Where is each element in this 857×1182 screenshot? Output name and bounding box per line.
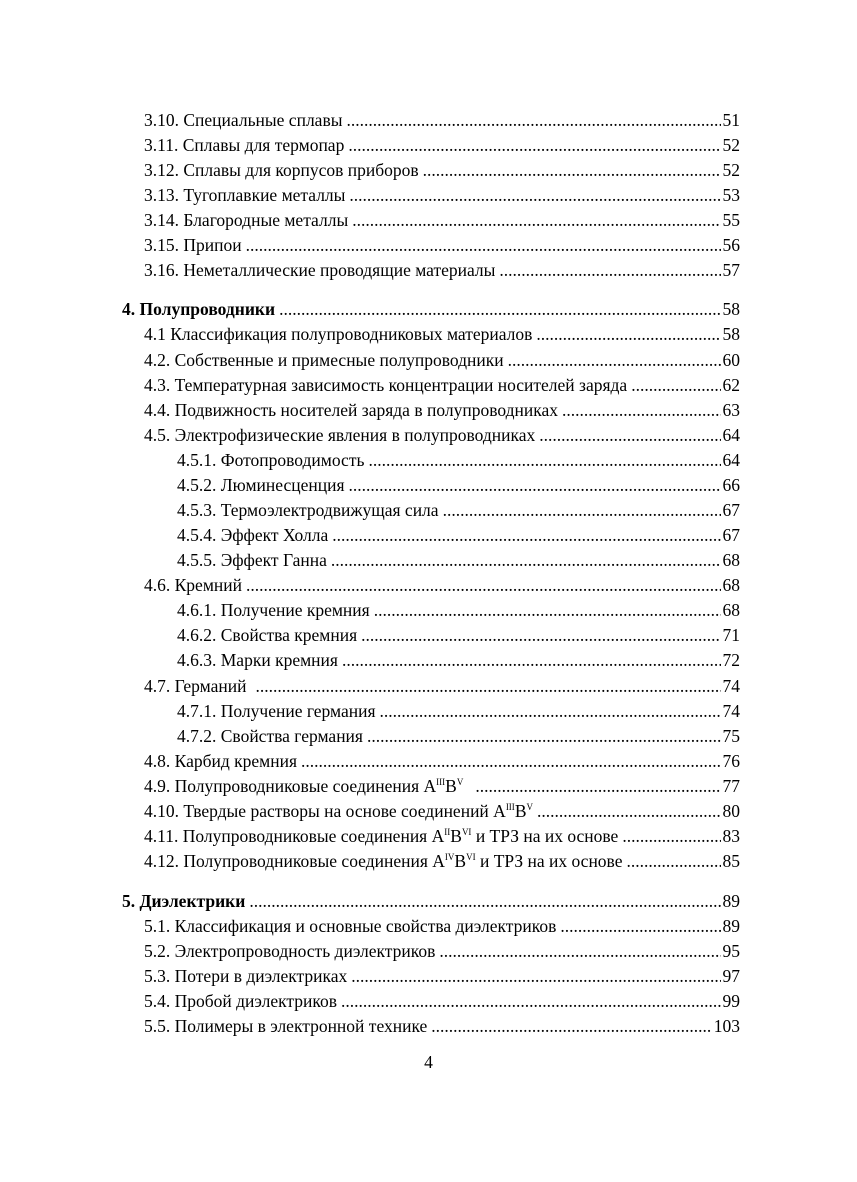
toc-entry-5-1 (144, 914, 740, 938)
toc-entry-page: 51 (722, 110, 740, 130)
toc-entry-page: 57 (722, 260, 740, 280)
toc-dot-leader (562, 398, 721, 422)
toc-entry-page: 68 (722, 575, 740, 595)
toc-dot-leader (249, 889, 720, 913)
toc-dot-leader (508, 348, 721, 372)
toc-dot-leader (255, 674, 720, 698)
toc-entry-page: 97 (722, 966, 740, 986)
toc-entry-title: 3.11. Сплавы для термопар (144, 135, 345, 155)
toc-dot-leader (246, 573, 721, 597)
toc-superscript: II (444, 827, 451, 838)
toc-entry-page: 83 (722, 826, 740, 846)
toc-entry-title: 5.5. Полимеры в электронной технике (144, 1016, 428, 1036)
toc-entry-page: 52 (722, 135, 740, 155)
toc-entry-3-15 (144, 233, 740, 257)
toc-entry-title: 4.5.2. Люминесценция (177, 475, 345, 495)
toc-dot-leader (536, 322, 720, 346)
toc-entry-title-text: 4.11. Полупроводниковые соединения A (144, 826, 445, 846)
toc-dot-leader (361, 623, 720, 647)
toc-entry-page: 66 (722, 475, 740, 495)
toc-entry-page: 52 (722, 160, 740, 180)
toc-entry-4-6 (144, 573, 740, 597)
toc-entry-title-text: B (445, 776, 457, 796)
toc-entry-page: 85 (722, 851, 740, 871)
toc-entry-5-3 (144, 964, 740, 988)
toc-dot-leader (346, 108, 720, 132)
toc-dot-leader (341, 989, 721, 1013)
toc-entry-title-text: 4.9. Полупроводниковые соединения A (144, 776, 437, 796)
toc-entry-page: 68 (722, 600, 740, 620)
toc-entry-4-5-1 (177, 448, 740, 472)
toc-entry-4-6-1 (177, 598, 740, 622)
toc-entry-title-text: 4.12. Полупроводниковые соединения A (144, 851, 445, 871)
toc-entry-page: 67 (722, 500, 740, 520)
toc-entry-title: 4.7. Германий (144, 676, 247, 696)
toc-dot-leader (499, 258, 720, 282)
toc-entry-title (144, 849, 622, 873)
toc-entry-title: 5.4. Пробой диэлектриков (144, 991, 337, 1011)
toc-entry-page: 60 (722, 350, 740, 370)
toc-superscript: VI (466, 852, 476, 863)
toc-entry-title: 4.5. Электрофизические явления в полупроводниках (144, 425, 536, 445)
toc-entry-page: 74 (722, 676, 740, 696)
toc-entry-page: 56 (722, 235, 740, 255)
toc-entry-title: 5.3. Потери в диэлектриках (144, 966, 348, 986)
toc-entry-title: 4.6.2. Свойства кремния (177, 625, 358, 645)
toc-entry-5-4 (144, 989, 740, 1013)
toc-dot-leader (431, 1014, 711, 1038)
toc-entry-4-5-4 (177, 523, 740, 547)
toc-entry-4-11 (144, 824, 740, 848)
toc-entry-page: 53 (722, 185, 740, 205)
toc-entry-4-7-1 (177, 699, 740, 723)
toc-entry-4-8 (144, 749, 740, 773)
toc-entry-title-text: B (454, 851, 467, 871)
toc-dot-leader (348, 133, 720, 157)
toc-dot-leader (332, 523, 720, 547)
toc-superscript: IV (444, 852, 455, 863)
toc-dot-leader (374, 598, 721, 622)
toc-dot-leader (539, 423, 720, 447)
toc-entry-4-5-2 (177, 473, 740, 497)
toc-entry-title: 4.4. Подвижность носителей заряда в полупроводниках (144, 400, 558, 420)
toc-entry-page: 89 (722, 916, 740, 936)
toc-entry-4-12 (144, 849, 740, 873)
toc-entry-page: 75 (722, 726, 740, 746)
toc-dot-leader (351, 964, 720, 988)
toc-entry-page: 80 (722, 801, 740, 821)
toc-entry-title: 3.15. Припои (144, 235, 242, 255)
toc-entry-title: 4.6.3. Марки кремния (177, 650, 338, 670)
toc-entry-title: 4.7.1. Получение германия (177, 701, 376, 721)
toc-entry-title-text: B (514, 801, 527, 821)
toc-superscript: VI (461, 827, 472, 838)
toc-entry-title-text: и ТРЗ на их основе (475, 851, 623, 871)
toc-superscript: V (456, 777, 464, 788)
toc-entry-page: 58 (722, 299, 740, 319)
toc-entry-title: 3.16. Неметаллические проводящие материалы (144, 260, 496, 280)
toc-entry-title: 4.2. Собственные и примесные полупроводники (144, 350, 504, 370)
toc-dot-leader (349, 183, 720, 207)
toc-dot-leader (342, 648, 721, 672)
toc-entry-3-16 (144, 258, 740, 282)
toc-entry-3-13 (144, 183, 740, 207)
toc-dot-leader (301, 749, 720, 773)
toc-entry-title-text: B (450, 826, 462, 846)
toc-entry-4-10 (144, 799, 740, 823)
toc-entry-4-3 (144, 373, 740, 397)
toc-entry-title: 3.14. Благородные металлы (144, 210, 349, 230)
toc-entry-page: 64 (722, 450, 740, 470)
toc-entry-5-5 (144, 1014, 740, 1038)
toc-entry-title: 5.2. Электропроводность диэлектриков (144, 941, 436, 961)
toc-entry-4-6-3 (177, 648, 740, 672)
toc-dot-leader (352, 208, 720, 232)
toc-entry-title: 3.13. Тугоплавкие металлы (144, 185, 346, 205)
toc-entry-page: 74 (722, 701, 740, 721)
toc-dot-leader (423, 158, 721, 182)
toc-entry-page: 77 (722, 776, 740, 796)
toc-dot-leader (331, 548, 721, 572)
toc-entry-3-11 (144, 133, 740, 157)
toc-entry-page: 64 (722, 425, 740, 445)
toc-dot-leader (475, 774, 720, 798)
toc-entry-title-text: и ТРЗ на их основе (471, 826, 619, 846)
toc-entry-page: 55 (722, 210, 740, 230)
toc-superscript: III (436, 777, 446, 788)
toc-entry-title: 4.5.4. Эффект Холла (177, 525, 329, 545)
toc-entry-title: 3.12. Сплавы для корпусов приборов (144, 160, 419, 180)
toc-dot-leader (380, 699, 721, 723)
page-number: 4 (424, 1052, 433, 1072)
toc-entry-title (144, 774, 463, 798)
toc-entry-title: 4.3. Температурная зависимость концентрации носителей заряда (144, 375, 628, 395)
toc-entry-page: 89 (722, 891, 740, 911)
toc-superscript: V (526, 802, 533, 813)
toc-entry-page: 58 (722, 324, 740, 344)
toc-entry-page: 68 (722, 550, 740, 570)
toc-chapter-title: 5. Диэлектрики (122, 891, 246, 911)
toc-entry-title: 5.1. Классификация и основные свойства диэлектриков (144, 916, 557, 936)
toc-entry-page: 95 (722, 941, 740, 961)
toc-entry-3-14 (144, 208, 740, 232)
toc-dot-leader (622, 824, 720, 848)
toc-entry-page: 63 (722, 400, 740, 420)
toc-dot-leader (631, 373, 720, 397)
toc-entry-page: 67 (722, 525, 740, 545)
toc-entry-title: 4.5.1. Фотопроводимость (177, 450, 365, 470)
toc-dot-leader (279, 297, 720, 321)
toc-dot-leader (367, 724, 721, 748)
toc-entry-title: 4.7.2. Свойства германия (177, 726, 363, 746)
toc-chapter-4 (122, 297, 740, 321)
toc-entry-4-4 (144, 398, 740, 422)
toc-entry-title: 4.8. Карбид кремния (144, 751, 298, 771)
toc-entry-title: 4.5.5. Эффект Ганна (177, 550, 327, 570)
toc-entry-page: 99 (722, 991, 740, 1011)
toc-dot-leader (349, 473, 721, 497)
toc-entry-title (144, 824, 618, 848)
toc-entry-4-2 (144, 348, 740, 372)
toc-entry-4-5-5 (177, 548, 740, 572)
toc-entry-4-5-3 (177, 498, 740, 522)
toc-entry-3-12 (144, 158, 740, 182)
toc-entry-title: 3.10. Специальные сплавы (144, 110, 343, 130)
toc-chapter-5 (122, 889, 740, 913)
toc-dot-leader (626, 849, 720, 873)
toc-entry-title: 4.1 Классификация полупроводниковых материалов (144, 324, 533, 344)
toc-entry-title (144, 799, 533, 823)
toc-dot-leader (368, 448, 720, 472)
toc-entry-4-1 (144, 322, 740, 346)
toc-entry-4-6-2 (177, 623, 740, 647)
toc-entry-title-text: 4.10. Твердые растворы на основе соединений A (144, 801, 506, 821)
toc-entry-4-5 (144, 423, 740, 447)
toc-dot-leader (443, 498, 721, 522)
toc-entry-4-7-2 (177, 724, 740, 748)
toc-chapter-title: 4. Полупроводники (122, 299, 276, 319)
toc-entry-page: 103 (713, 1016, 740, 1036)
toc-superscript: III (505, 802, 515, 813)
toc-dot-leader (560, 914, 720, 938)
toc-entry-page: 72 (722, 650, 740, 670)
toc-entry-4-9 (144, 774, 740, 798)
toc-dot-leader (246, 233, 721, 257)
toc-entry-5-2 (144, 939, 740, 963)
toc-entry-page: 62 (722, 375, 740, 395)
toc-entry-title: 4.6.1. Получение кремния (177, 600, 370, 620)
toc-dot-leader (537, 799, 721, 823)
toc-entry-4-7 (144, 674, 740, 698)
toc-entry-3-10 (144, 108, 740, 132)
toc-dot-leader (439, 939, 720, 963)
toc-entry-page: 71 (722, 625, 740, 645)
toc-entry-title: 4.5.3. Термоэлектродвижущая сила (177, 500, 439, 520)
toc-entry-title: 4.6. Кремний (144, 575, 242, 595)
toc-entry-page: 76 (722, 751, 740, 771)
